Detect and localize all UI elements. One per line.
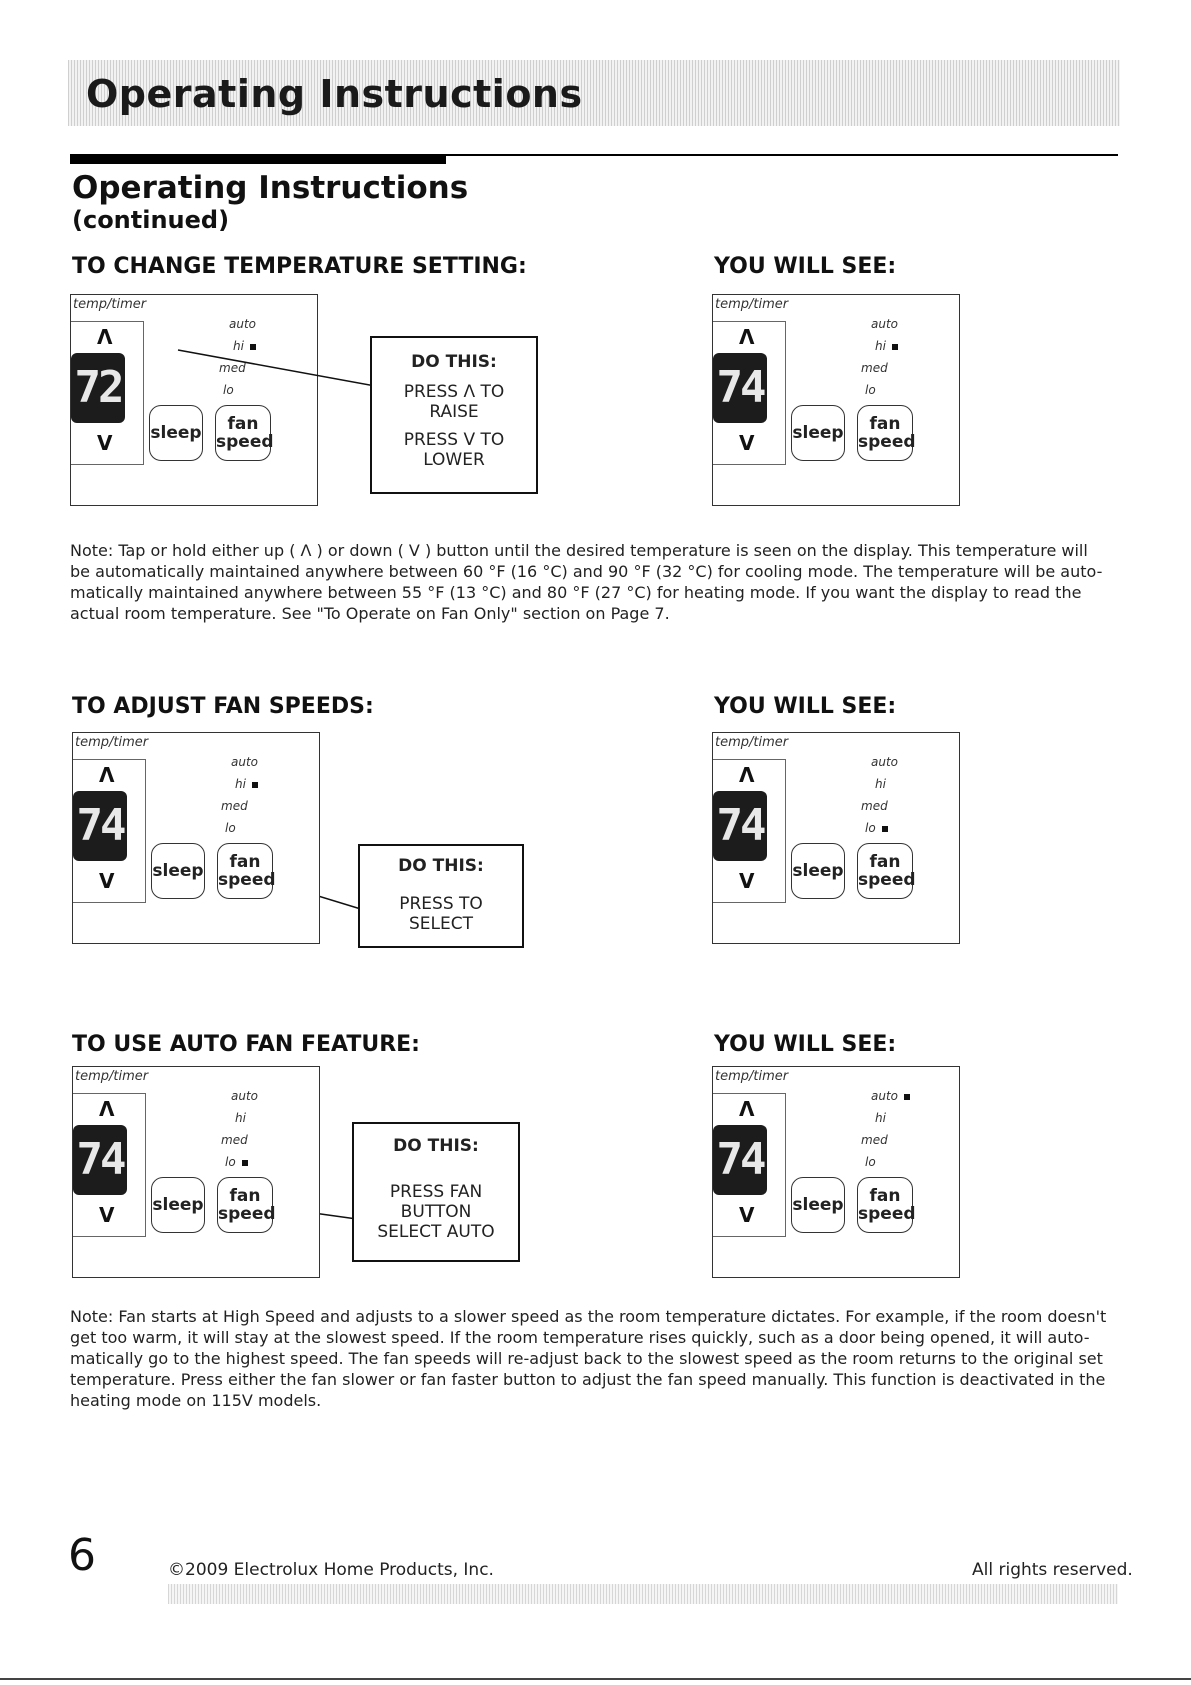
indicator-light-icon bbox=[242, 1160, 248, 1166]
indicator-label: med bbox=[221, 1133, 248, 1147]
up-arrow-icon: Λ bbox=[739, 763, 755, 787]
fan-speed-button bbox=[217, 1177, 276, 1233]
indicator-label: auto bbox=[871, 755, 899, 769]
instruction-line: RAISE bbox=[429, 402, 479, 422]
fan-label: fan bbox=[869, 414, 901, 434]
indicator-lo bbox=[865, 821, 888, 835]
speed-label: speed bbox=[858, 1204, 916, 1224]
indicator-label: auto bbox=[871, 1089, 899, 1103]
indicator-auto bbox=[871, 1089, 910, 1103]
speed-label: speed bbox=[216, 432, 274, 452]
section-title: Operating Instructions bbox=[72, 170, 469, 206]
indicator-label: lo bbox=[223, 383, 234, 397]
down-arrow-icon: V bbox=[739, 869, 755, 893]
indicator-light-icon bbox=[904, 1094, 910, 1100]
indicator-auto bbox=[231, 755, 258, 769]
indicator-label: med bbox=[221, 799, 248, 813]
banner-title: Operating Instructions bbox=[86, 72, 583, 116]
temperature-display: 74 bbox=[713, 1125, 767, 1195]
up-arrow-icon: Λ bbox=[97, 325, 113, 349]
indicator-hi bbox=[875, 1111, 886, 1125]
do-this-label: DO THIS: bbox=[411, 352, 497, 372]
control-panel-before-2 bbox=[72, 732, 320, 944]
instruction-line: PRESS TO bbox=[399, 894, 483, 914]
speed-label: speed bbox=[858, 870, 916, 890]
indicator-label: lo bbox=[865, 1155, 876, 1169]
do-this-box-3 bbox=[352, 1122, 520, 1262]
temperature-display: 74 bbox=[713, 353, 767, 423]
pointer-line-1 bbox=[178, 350, 386, 388]
rights-reserved: All rights reserved. bbox=[972, 1560, 1133, 1580]
down-arrow-icon: V bbox=[99, 869, 115, 893]
sleep-button: sleep bbox=[791, 1177, 845, 1233]
temperature-display: 74 bbox=[713, 791, 767, 861]
fan-speed-button bbox=[217, 843, 276, 899]
indicator-hi bbox=[235, 1111, 246, 1125]
page-number: 6 bbox=[68, 1530, 96, 1581]
temp-timer-label: temp/timer bbox=[715, 297, 789, 312]
temp-timer-label: temp/timer bbox=[715, 1069, 789, 1084]
temp-timer-label: temp/timer bbox=[73, 297, 147, 312]
indicator-label: hi bbox=[235, 777, 246, 791]
instruction-line: PRESS FAN bbox=[389, 1182, 483, 1202]
temp-timer-label: temp/timer bbox=[715, 735, 789, 750]
indicator-label: auto bbox=[229, 317, 257, 331]
do-this-label: DO THIS: bbox=[393, 1136, 479, 1156]
do-this-box-2 bbox=[358, 844, 524, 948]
control-panel-before-3 bbox=[72, 1066, 320, 1278]
indicator-lo bbox=[865, 1155, 876, 1169]
heading-you-will-see-1: YOU WILL SEE: bbox=[714, 254, 897, 279]
fan-label: fan bbox=[869, 1186, 901, 1206]
heading-you-will-see-2: YOU WILL SEE: bbox=[714, 694, 897, 719]
indicator-med bbox=[861, 1133, 888, 1147]
copyright: ©2009 Electrolux Home Products, Inc. bbox=[168, 1560, 494, 1580]
fan-label: fan bbox=[229, 852, 261, 872]
indicator-med bbox=[861, 799, 888, 813]
up-arrow-icon: Λ bbox=[739, 1097, 755, 1121]
sleep-button: sleep bbox=[791, 405, 845, 461]
sleep-button: sleep bbox=[149, 405, 203, 461]
indicator-med bbox=[221, 1133, 248, 1147]
indicator-label: med bbox=[861, 799, 888, 813]
indicator-label: hi bbox=[875, 777, 886, 791]
speed-label: speed bbox=[218, 870, 276, 890]
heading-you-will-see-3: YOU WILL SEE: bbox=[714, 1032, 897, 1057]
down-arrow-icon: V bbox=[739, 431, 755, 455]
indicator-label: lo bbox=[225, 821, 236, 835]
instruction-line: SELECT AUTO bbox=[377, 1222, 495, 1242]
indicator-hi bbox=[875, 777, 886, 791]
temperature-display: 74 bbox=[73, 791, 127, 861]
indicator-label: lo bbox=[865, 383, 876, 397]
indicator-label: hi bbox=[875, 339, 886, 353]
temp-timer-label: temp/timer bbox=[75, 1069, 149, 1084]
sleep-button: sleep bbox=[151, 1177, 205, 1233]
fan-label: fan bbox=[229, 1186, 261, 1206]
down-arrow-icon: V bbox=[99, 1203, 115, 1227]
instruction-line: LOWER bbox=[423, 450, 485, 470]
do-this-label: DO THIS: bbox=[398, 856, 484, 876]
temperature-display: 74 bbox=[73, 1125, 127, 1195]
indicator-hi bbox=[235, 777, 258, 791]
fan-label: fan bbox=[227, 414, 259, 434]
indicator-label: hi bbox=[235, 1111, 246, 1125]
control-panel-after-3 bbox=[712, 1066, 960, 1278]
indicator-auto bbox=[231, 1089, 258, 1103]
fan-speed-button bbox=[857, 1177, 916, 1233]
indicator-label: med bbox=[861, 1133, 888, 1147]
instruction-line: SELECT bbox=[409, 914, 473, 934]
sleep-button: sleep bbox=[151, 843, 205, 899]
speed-label: speed bbox=[858, 432, 916, 452]
control-panel-after-2 bbox=[712, 732, 960, 944]
bottom-rule bbox=[0, 1678, 1191, 1680]
indicator-label: lo bbox=[865, 821, 876, 835]
fan-speed-button bbox=[857, 843, 916, 899]
indicator-lo bbox=[225, 821, 236, 835]
heading-change-temperature: TO CHANGE TEMPERATURE SETTING: bbox=[72, 254, 527, 279]
note-temperature: Note: Tap or hold either up ( Λ ) or down ( V ) button until the desired temperature is seen on the display. This temperature will be automatically maintained anywhere between 60 °F (16 °C) and 90 °F (32 °C) for cooling mode. The temperature will be auto-matically maintained anywhere between 55 °F (13 °C) and 80 °F (27 °C) for heating mode. If you want the display to read the actual room temperature. See "To Operate on Fan Only" section on Page 7. bbox=[70, 541, 1103, 623]
up-arrow-icon: Λ bbox=[739, 325, 755, 349]
temperature-display: 72 bbox=[71, 353, 125, 423]
up-arrow-icon: Λ bbox=[99, 763, 115, 787]
indicator-light-icon bbox=[252, 782, 258, 788]
fan-label: fan bbox=[869, 852, 901, 872]
down-arrow-icon: V bbox=[739, 1203, 755, 1227]
temp-timer-label: temp/timer bbox=[75, 735, 149, 750]
do-this-box-1 bbox=[370, 336, 538, 494]
sleep-button: sleep bbox=[791, 843, 845, 899]
heading-adjust-fan-speeds: TO ADJUST FAN SPEEDS: bbox=[72, 694, 374, 719]
indicator-label: hi bbox=[875, 1111, 886, 1125]
indicator-label: med bbox=[219, 361, 246, 375]
section-subtitle: (continued) bbox=[72, 206, 230, 234]
indicator-label: med bbox=[861, 361, 888, 375]
indicator-light-icon bbox=[882, 826, 888, 832]
indicator-label: auto bbox=[871, 317, 899, 331]
down-arrow-icon: V bbox=[97, 431, 113, 455]
indicator-label: lo bbox=[225, 1155, 236, 1169]
indicator-lo bbox=[225, 1155, 248, 1169]
instruction-line: PRESS V TO bbox=[403, 430, 505, 450]
heading-auto-fan-feature: TO USE AUTO FAN FEATURE: bbox=[72, 1032, 420, 1057]
up-arrow-icon: Λ bbox=[99, 1097, 115, 1121]
indicator-label: auto bbox=[231, 755, 259, 769]
indicator-med bbox=[221, 799, 248, 813]
instruction-line: BUTTON bbox=[400, 1202, 472, 1222]
indicator-label: auto bbox=[231, 1089, 259, 1103]
indicator-auto bbox=[871, 755, 898, 769]
indicator-label: hi bbox=[233, 339, 244, 353]
speed-label: speed bbox=[218, 1204, 276, 1224]
instruction-line: PRESS Λ TO bbox=[403, 382, 505, 402]
footer-band bbox=[168, 1584, 1118, 1604]
note-auto-fan: Note: Fan starts at High Speed and adjusts to a slower speed as the room temperature dictates. For example, if the room doesn't get too warm, it will stay at the slowest speed. If the room temperature rises quickly, such as a door being opened, it will auto-matically go to the highest speed. The fan speeds will re-adjust back to the slowest speed as the room returns to the original set temperature. Press either the fan slower or fan faster button to adjust the fan speed manually. This function is deactivated in the heating mode on 115V models. bbox=[70, 1307, 1107, 1410]
